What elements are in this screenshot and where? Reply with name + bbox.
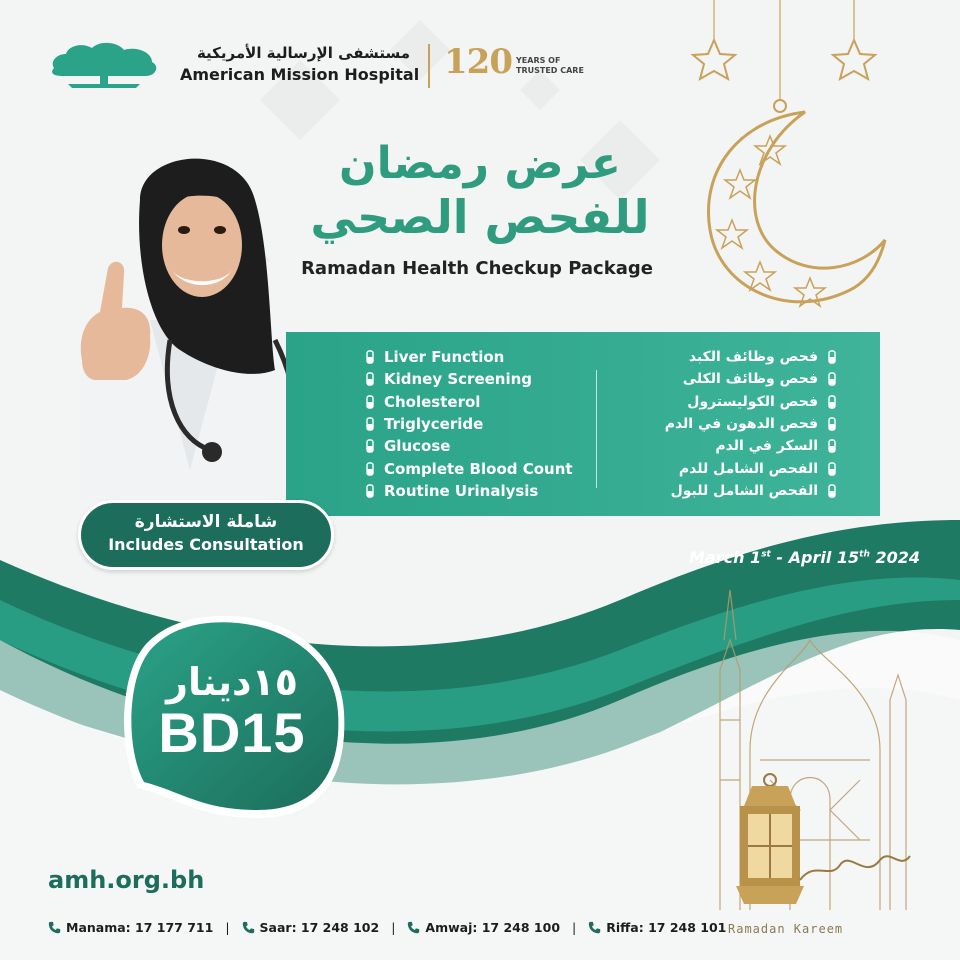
offer-year: 2024 [869, 548, 920, 567]
test-label: فحص وظائف الكبد [688, 349, 818, 366]
list-item [356, 480, 596, 502]
test-tube-icon [826, 462, 838, 476]
hospital-logo-icon [48, 40, 160, 90]
list-item [356, 413, 596, 435]
test-tube-icon [826, 395, 838, 409]
test-label: Cholesterol [384, 392, 481, 411]
contact-divider: | [391, 920, 396, 935]
test-tube-icon [826, 439, 838, 453]
header-divider [428, 44, 430, 88]
price-english: BD15 [158, 701, 306, 764]
contact-saar[interactable] [242, 920, 380, 935]
consultation-arabic: شاملة الاستشارة [134, 512, 278, 532]
test-label: Triglyceride [384, 415, 484, 434]
list-item [616, 457, 846, 479]
list-item [616, 480, 846, 502]
crescent-moon-icon [680, 0, 900, 320]
contact-divider: | [225, 920, 230, 935]
tests-divider [596, 370, 597, 488]
phone-icon [48, 921, 61, 934]
tests-panel [286, 332, 880, 516]
price-arabic: ١٥دينار [166, 660, 298, 704]
title-arabic-line-1: عرض رمضان [339, 138, 621, 189]
test-tube-icon [364, 439, 376, 453]
ramadan-kareem-text: Ramadan Kareem [728, 922, 844, 936]
test-tube-icon [364, 462, 376, 476]
test-label: فحص وظائف الكلى [682, 371, 818, 388]
contact-label: Manama: 17 177 711 [66, 920, 214, 935]
test-label: فحص الدهون في الدم [664, 416, 818, 433]
test-label: Liver Function [384, 348, 505, 367]
consultation-english: Includes Consultation [108, 535, 304, 554]
offer-dates [660, 548, 920, 567]
test-tube-icon [826, 350, 838, 364]
list-item [616, 391, 846, 413]
test-tube-icon [826, 372, 838, 386]
mosque-lantern-icon [690, 580, 950, 910]
anniversary-number: 120 [444, 42, 512, 82]
contact-label: Saar: 17 248 102 [259, 920, 380, 935]
end-date-suffix: th [859, 549, 870, 560]
test-tube-icon [364, 350, 376, 364]
test-tube-icon [364, 417, 376, 431]
hospital-name-arabic: مستشفى الإرسالية الأمريكية [196, 44, 410, 62]
test-label: Complete Blood Count [384, 459, 573, 478]
tests-list-arabic [616, 346, 846, 502]
contact-divider: | [572, 920, 577, 935]
test-tube-icon [364, 395, 376, 409]
contact-amwaj[interactable] [407, 920, 560, 935]
phone-icon [407, 921, 420, 934]
contact-label: Riffa: 17 248 101 [606, 920, 727, 935]
list-item [356, 391, 596, 413]
title-english: Ramadan Health Checkup Package [301, 258, 653, 279]
list-item [616, 346, 846, 368]
test-label: فحص الكوليسترول [687, 393, 818, 410]
contact-manama[interactable] [48, 920, 213, 935]
test-label: الفحص الشامل للبول [670, 482, 818, 499]
end-date: - April 15 [770, 548, 860, 567]
doctor-illustration [60, 140, 310, 510]
tests-list-english [356, 346, 596, 502]
phone-icon [588, 921, 601, 934]
test-tube-icon [826, 417, 838, 431]
test-label: Glucose [384, 437, 451, 456]
list-item [616, 368, 846, 390]
list-item [356, 346, 596, 368]
title-arabic-line-2: للفحص الصحي [310, 190, 650, 244]
test-tube-icon [364, 484, 376, 498]
test-tube-icon [826, 484, 838, 498]
test-label: السكر في الدم [715, 438, 818, 455]
list-item [356, 457, 596, 479]
contact-label: Amwaj: 17 248 100 [425, 920, 561, 935]
list-item [356, 435, 596, 457]
test-label: Routine Urinalysis [384, 481, 539, 500]
hospital-name-english: American Mission Hospital [180, 65, 420, 84]
test-label: Kidney Screening [384, 370, 533, 389]
website-link[interactable]: amh.org.bh [48, 866, 205, 894]
start-date-suffix: st [761, 549, 771, 560]
anniversary-text: YEARS OF TRUSTED CARE [516, 56, 584, 75]
list-item [616, 413, 846, 435]
test-label: الفحص الشامل للدم [678, 460, 818, 477]
start-date: March 1 [689, 548, 762, 567]
phone-icon [242, 921, 255, 934]
consultation-badge [78, 500, 334, 570]
list-item [356, 368, 596, 390]
contact-bar [48, 920, 726, 935]
contact-riffa[interactable] [588, 920, 726, 935]
list-item [616, 435, 846, 457]
test-tube-icon [364, 372, 376, 386]
